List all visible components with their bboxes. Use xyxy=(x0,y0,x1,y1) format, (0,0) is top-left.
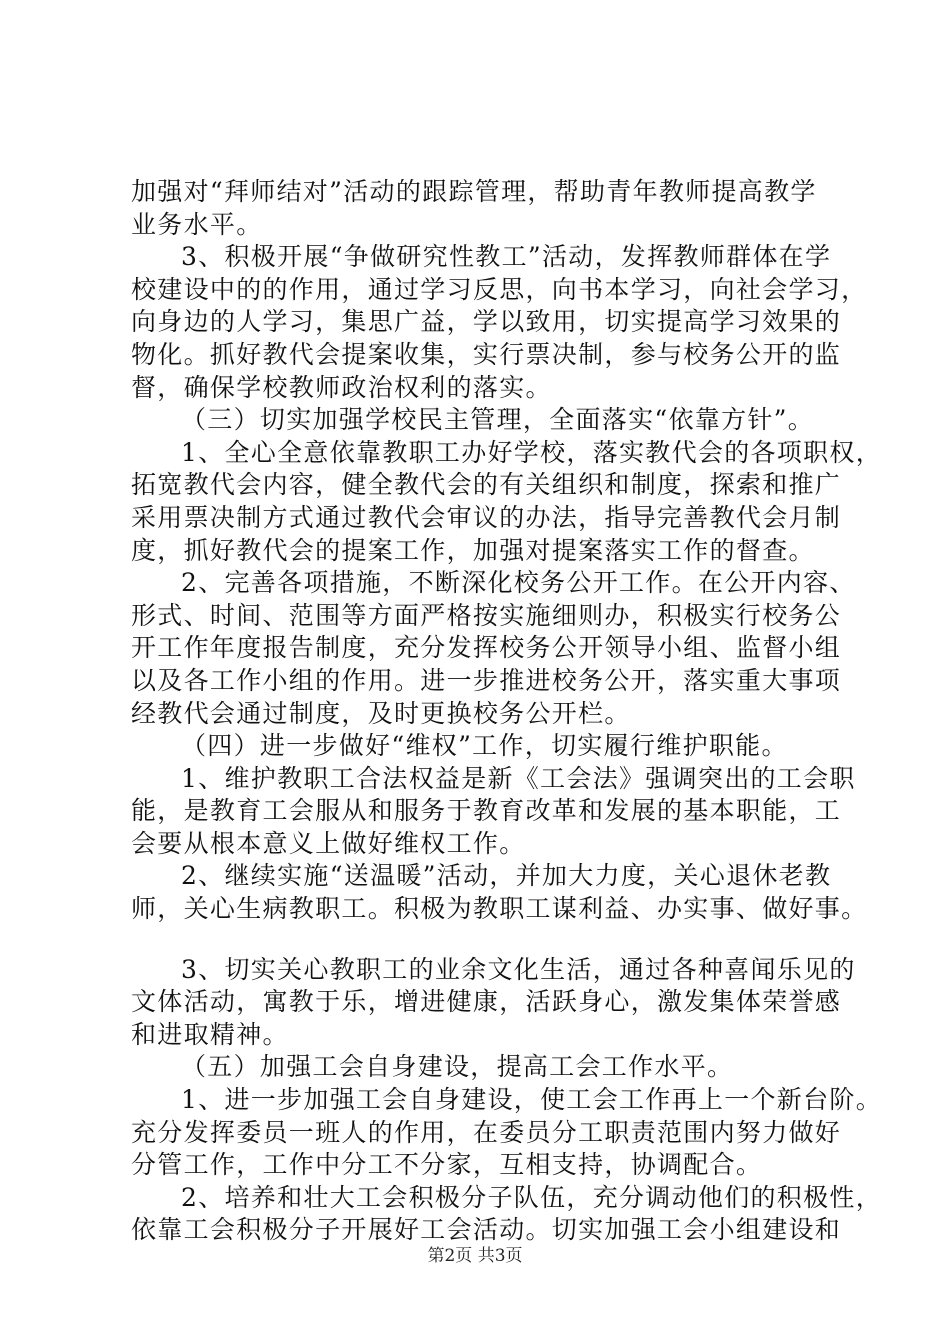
text-line: 能，是教育工会服从和服务于教育改革和发展的基本职能，工 xyxy=(131,796,842,826)
text-line: 度，抓好教代会的提案工作，加强对提案落实工作的督查。 xyxy=(131,535,815,565)
text-line: 物化。抓好教代会提案收集，实行票决制，参与校务公开的监 xyxy=(131,339,842,369)
text-line: 校建设中的的作用，通过学习反思，向书本学习，向社会学习， xyxy=(131,274,868,304)
paragraph-start: 2、培养和壮大工会积极分子队伍，充分调动他们的积极性， xyxy=(181,1182,883,1212)
section-heading: （三）切实加强学校民主管理，全面落实“依靠方针”。 xyxy=(181,405,815,435)
paragraph-gap xyxy=(131,926,843,954)
text-line: 和进取精神。 xyxy=(131,1019,289,1049)
text-line: 依靠工会积极分子开展好工会活动。切实加强工会小组建设和 xyxy=(131,1215,842,1245)
paragraph-start: 1、维护教职工合法权益是新《工会法》强调突出的工会职 xyxy=(181,763,856,793)
section-heading: （五）加强工会自身建设，提高工会工作水平。 xyxy=(181,1052,734,1082)
paragraph-start: 2、继续实施“送温暖”活动，并加大力度，关心退休老教 xyxy=(181,861,832,891)
paragraph-start: 3、积极开展“争做研究性教工”活动，发挥教师群体在学 xyxy=(181,242,832,272)
paragraph-start: 1、进一步加强工会自身建设，使工会工作再上一个新台阶。 xyxy=(181,1085,883,1115)
text-line: 以及各工作小组的作用。进一步推进校务公开，落实重大事项 xyxy=(131,665,842,695)
text-line: 分管工作，工作中分工不分家，互相支持，协调配合。 xyxy=(131,1150,763,1180)
text-line: 师，关心生病教职工。积极为教职工谋利益、办实事、做好事。 xyxy=(131,894,868,924)
paragraph-start: 2、完善各项措施，不断深化校务公开工作。在公开内容、 xyxy=(181,568,856,598)
page-number-footer: 第2页 共3页 xyxy=(427,1246,523,1266)
text-line: 会要从根本意义上做好维权工作。 xyxy=(131,828,526,858)
text-line: 督，确保学校教师政治权利的落实。 xyxy=(131,372,552,402)
paragraph-start: 3、切实关心教职工的业余文化生活，通过各种喜闻乐见的 xyxy=(181,954,856,984)
text-line: 充分发挥委员一班人的作用，在委员分工职责范围内努力做好 xyxy=(131,1117,842,1147)
section-heading: （四）进一步做好“维权”工作，切实履行维护职能。 xyxy=(181,731,788,761)
text-line: 经教代会通过制度，及时更换校务公开栏。 xyxy=(131,698,631,728)
text-line: 采用票决制方式通过教代会审议的办法，指导完善教代会月制 xyxy=(131,502,842,532)
text-line: 向身边的人学习，集思广益，学以致用，切实提高学习效果的 xyxy=(131,307,842,337)
paragraph-start: 1、全心全意依靠教职工办好学校，落实教代会的各项职权， xyxy=(181,437,883,467)
text-line: 开工作年度报告制度，充分发挥校务公开领导小组、监督小组 xyxy=(131,633,842,663)
text-line: 加强对“拜师结对”活动的跟踪管理，帮助青年教师提高教学 xyxy=(131,177,817,206)
document-body xyxy=(131,176,883,1247)
text-line: 拓宽教代会内容，健全教代会的有关组织和制度，探索和推广 xyxy=(131,470,842,500)
text-line: 业务水平。 xyxy=(131,209,263,239)
text-line: 形式、时间、范围等方面严格按实施细则办，积极实行校务公 xyxy=(131,600,842,630)
text-line: 文体活动，寓教于乐，增进健康，活跃身心，激发集体荣誉感 xyxy=(131,987,842,1017)
